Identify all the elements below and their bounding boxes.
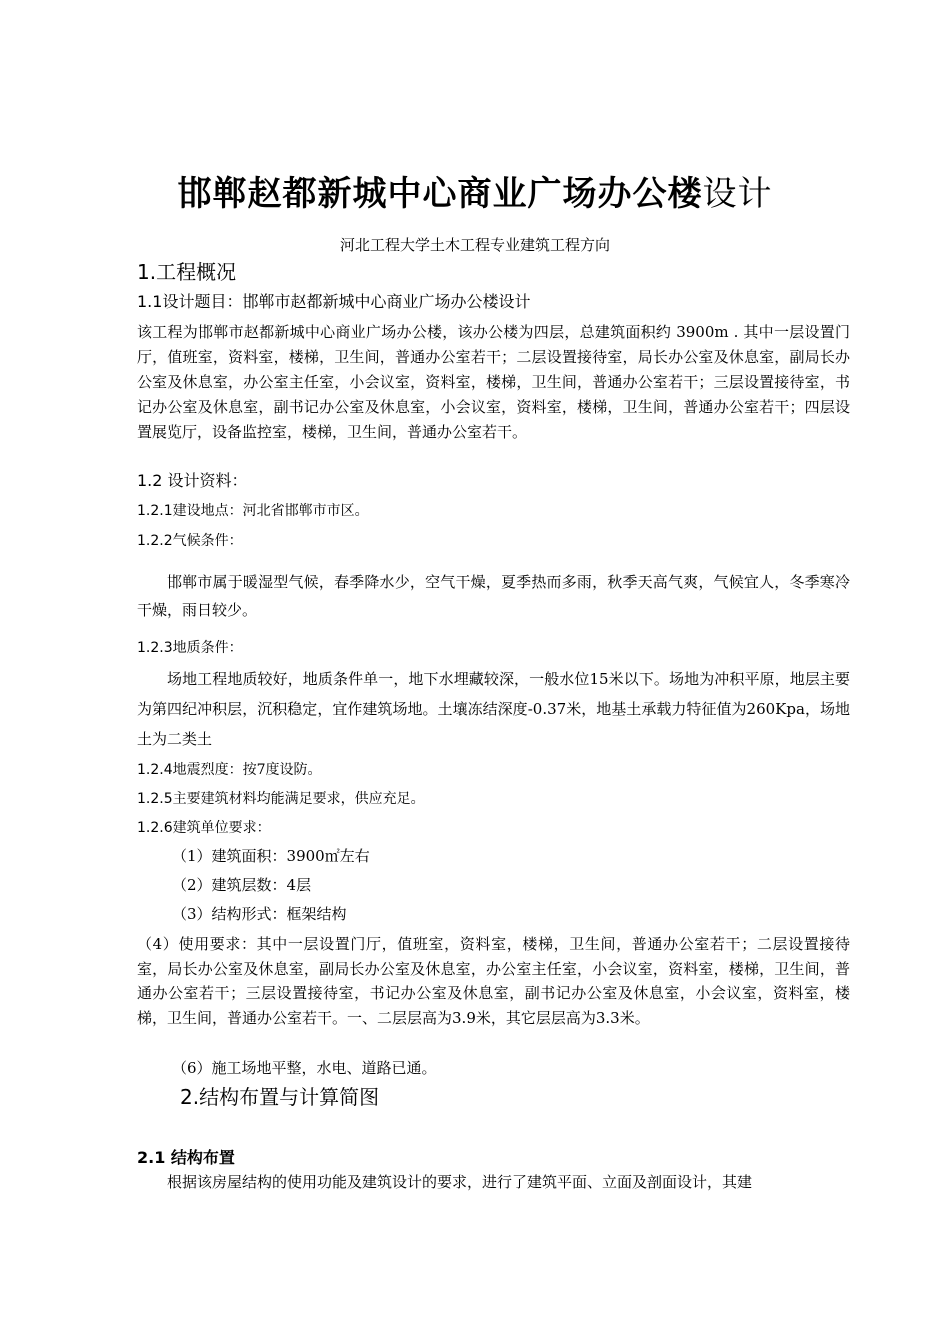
section-1-2-5 — [137, 788, 425, 810]
title-bold-text: 邯郸赵都新城中心商业广场办公楼 — [177, 174, 703, 214]
section-2-heading: 2.结构布置与计算简图 — [180, 1085, 380, 1109]
section-1-2-2-heading: 1.2.2气候条件： — [137, 533, 243, 549]
document-subtitle: 河北工程大学土木工程专业建筑工程方向 — [339, 236, 610, 254]
requirement-item-6: （6）施工场地平整，水电、道路已通。 — [172, 1059, 437, 1077]
section-1-2-6-heading: 1.2.6建筑单位要求： — [137, 820, 271, 836]
requirement-item-1: （1）建筑面积：3900㎡左右 — [172, 847, 370, 865]
section-1-2-4-key: 1.2.4地震烈度： — [137, 762, 243, 778]
section-2-1-heading: 2.1 结构布置 — [137, 1148, 235, 1167]
requirement-item-3: （3）结构形式：框架结构 — [172, 905, 347, 923]
requirement-item-2: （2）建筑层数：4层 — [172, 876, 312, 894]
title-light-text: 设计 — [702, 174, 773, 214]
document-title — [0, 170, 950, 218]
section-1-2-1 — [137, 500, 369, 522]
section-1-2-2-paragraph: 邯郸市属于暖湿型气候，春季降水少，空气干燥，夏季热而多雨，秋季天高气爽，气候宜人，冬季寒冷干燥，雨日较少。 — [137, 573, 850, 619]
section-1-1-heading: 1.1设计题目：邯郸市赵都新城中心商业广场办公楼设计 — [137, 292, 531, 311]
section-1-2-5-value: 主要建筑材料均能满足要求，供应充足。 — [172, 791, 425, 807]
section-1-2-3-paragraph: 场地工程地质较好，地质条件单一，地下水埋藏较深，一般水位15米以下。场地为冲积平原，地层主要为第四纪冲积层，沉积稳定，宜作建筑场地。土壤冻结深度-0.37米，地基土承载力特征值为260Kpa，场地土为二类土 — [137, 670, 850, 748]
section-2-1-paragraph: 根据该房屋结构的使用功能及建筑设计的要求，进行了建筑平面、立面及剖面设计，其建 — [167, 1173, 753, 1191]
section-1-2-5-key: 1.2.5 — [137, 791, 173, 807]
section-1-2-3-heading: 1.2.3地质条件： — [137, 640, 243, 656]
requirement-item-4: （4）使用要求：其中一层设置门厅，值班室，资料室，楼梯，卫生间，普通办公室若干；二层设置接待室，局长办公室及休息室，副局长办公室及休息室，办公室主任室，小会议室，资料室，楼梯，卫生间，普通办公室若干；三层设置接待室，书记办公室及休息室，副书记办公室及休息室，小会议室，资料室，楼梯，卫生间，普通办公室若干。一、二层层高为3.9米，其它层层高为3.3米。 — [137, 935, 850, 1027]
section-1-1-paragraph: 该工程为邯郸市赵都新城中心商业广场办公楼，该办公楼为四层，总建筑面积约 3900m . 其中一层设置门厅，值班室，资料室，楼梯，卫生间，普通办公室若干；二层设置接待室，局长办公室及休息室，副局长办公室及休息室，办公室主任室，小会议室，资料室，楼梯，卫生间，普通办公室若干；三层设置接待室，书记办公室及休息室，副书记办公室及休息室，小会议室，资料室，楼梯，卫生间，普通办公室若干；四层设置展览厅，设备监控室，楼梯，卫生间，普通办公室若干。 — [137, 323, 850, 441]
section-1-2-4-value: 按7度设防。 — [242, 762, 322, 778]
section-1-heading: 1.工程概况 — [137, 260, 237, 284]
section-1-2-1-value: 河北省邯郸市市区。 — [242, 503, 369, 519]
section-1-2-heading: 1.2 设计资料： — [137, 471, 248, 490]
section-1-2-1-key: 1.2.1建设地点： — [137, 503, 243, 519]
section-1-2-4 — [137, 759, 322, 781]
